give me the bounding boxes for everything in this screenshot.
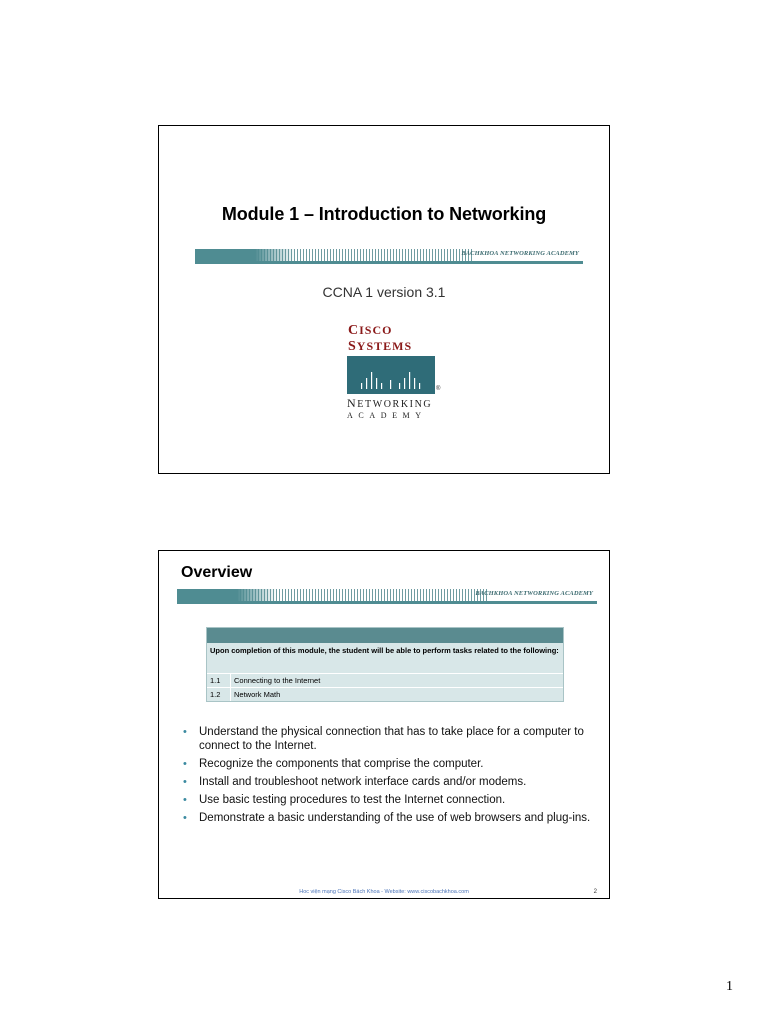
logo-cisco-systems-text: CISCO SYSTEMS (348, 323, 413, 354)
bullet-dot-icon: • (183, 776, 187, 788)
bullet-item: • Use basic testing procedures to test the Internet connection. (183, 794, 506, 806)
slide-subtitle: CCNA 1 version 3.1 (322, 284, 446, 300)
bullet-item: • Demonstrate a basic understanding of the use of web browsers and plug-ins. (183, 812, 591, 824)
logo-academy-text: ACADEMY (347, 411, 427, 420)
objective-text: Connecting to the Internet (234, 676, 321, 685)
academy-banner-text: BACHKHOA NETWORKING ACADEMY (475, 590, 593, 597)
bullet-item: • Recognize the components that comprise the computer. (183, 758, 484, 770)
logo-networking-text: NETWORKING (347, 396, 433, 410)
objectives-table (206, 627, 564, 702)
academy-banner-text: BACHKHOA NETWORKING ACADEMY (461, 250, 579, 257)
slide-1 (158, 125, 610, 474)
objective-text: Network Math (234, 690, 281, 699)
page-number: 1 (726, 979, 733, 994)
objective-number: 1.1 (207, 674, 231, 687)
bullet-item: • Understand the physical connection that has to take place for a computer to connect to the Internet. (183, 726, 584, 752)
objective-row (207, 673, 563, 687)
bullet-item: • Install and troubleshoot network interface cards and/or modems. (183, 776, 527, 788)
slide-number: 2 (593, 889, 597, 895)
overview-bullet-list (181, 725, 591, 829)
slide-2 (158, 550, 610, 899)
slide-title: Overview (181, 564, 253, 581)
academy-banner-bar (195, 249, 583, 264)
bullet-dot-icon: • (183, 758, 187, 770)
cisco-networking-academy-logo (347, 323, 443, 420)
logo-bridge-icon: ® (347, 356, 435, 394)
slide-footer: Hoc viện mạng Cisco Bách Khoa - Website: www.ciscobachkhoa.com (299, 889, 469, 895)
bullet-dot-icon: • (183, 726, 187, 738)
bullet-dot-icon: • (183, 794, 187, 806)
bullet-dot-icon: • (183, 812, 187, 824)
objective-number: 1.2 (207, 688, 231, 701)
objective-row (207, 687, 563, 701)
objectives-header (207, 628, 563, 673)
academy-banner-bar (177, 589, 597, 604)
slide-title: Module 1 – Introduction to Networking (221, 204, 547, 224)
objectives-header-text: Upon completion of this module, the student will be able to perform tasks related to the following: (210, 646, 559, 655)
